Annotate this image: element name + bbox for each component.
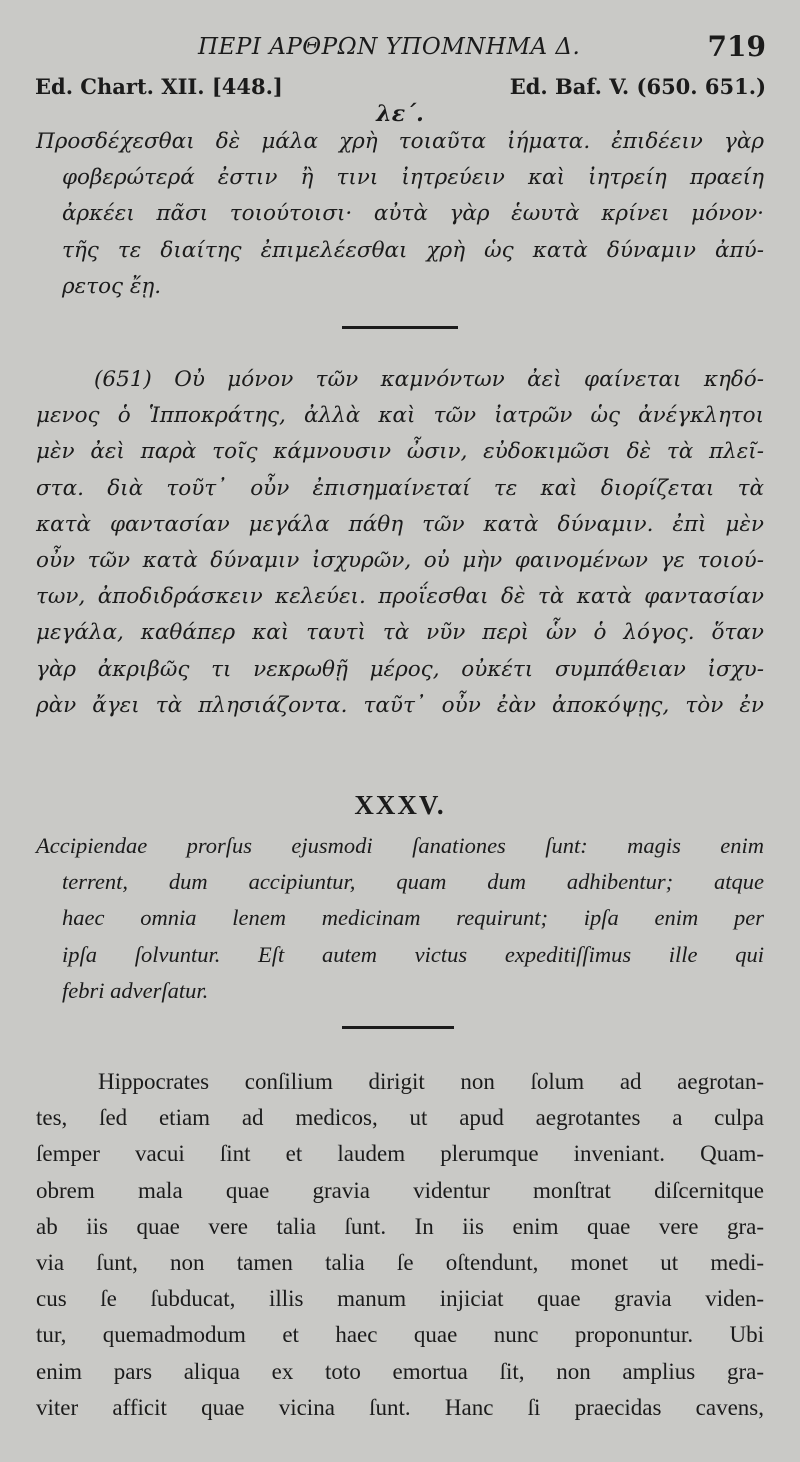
greek-lemma: [36, 124, 764, 305]
latin-lemma-line: ipſa ſolvuntur. Eſt autem victus expeditiſſimus ille qui: [62, 941, 764, 967]
latin-lemma-line: febri adverſatur.: [62, 977, 209, 1003]
latin-lemma-line: terrent, dum accipiuntur, quam dum adhibentur; atque: [62, 869, 764, 895]
latin-commentary-line: ſemper vacui ſint et laudem plerumque inveniant. Quam-: [36, 1141, 764, 1167]
latin-commentary-line: obrem mala quae gravia videntur monſtrat diſcernitque: [36, 1177, 764, 1203]
latin-commentary-line: ab iis quae vere talia ſunt. In iis enim quae vere gra-: [36, 1213, 764, 1239]
latin-lemma-line: haec omnia lenem medicinam requirunt; ipſa enim per: [62, 905, 764, 931]
latin-commentary-line: via ſunt, non tamen talia ſe oſtendunt, monet ut medi-: [36, 1250, 764, 1276]
section-divider: [342, 1026, 454, 1029]
greek-commentary-line: γὰρ ἀκριβῶς τι νεκρωθῇ μέρος, οὐκέτι συμπάθειαν ἰσχυ-: [36, 656, 764, 682]
greek-commentary-line: των, ἀποδιδράσκειν κελεύει. προΐεσθαι δὲ τὰ κατὰ φαντασίαν: [36, 584, 764, 610]
greek-commentary-line: (651) Οὐ μόνον τῶν καμνόντων ἀεὶ φαίνεται κηδό-: [94, 367, 764, 392]
greek-commentary-line: μεγάλα, καθάπερ καὶ ταυτὶ τὰ νῦν περὶ ὧν ὁ λόγος. ὅταν: [36, 620, 764, 646]
greek-commentary-line: ρὰν ἄγει τὰ πλησιάζοντα. ταῦτ᾽ οὖν ἐὰν ἀποκόψῃς, τὸν ἐν: [36, 692, 764, 718]
running-head: [0, 30, 800, 66]
greek-commentary: [36, 362, 764, 724]
running-title: ΠΕΡΙ ΑΡΘΡΩΝ ΥΠΟΜΝΗΜΑ Δ.: [198, 34, 581, 60]
latin-commentary: [36, 1064, 764, 1426]
greek-commentary-line: κατὰ φαντασίαν μεγάλα πάθη τῶν κατὰ δύναμιν. ἐπὶ μὲν: [36, 511, 764, 537]
page-number: 719: [707, 30, 766, 63]
latin-commentary-line: tur, quemadmodum et haec quae nunc proponuntur. Ubi: [36, 1322, 764, 1348]
latin-commentary-line: Hippocrates conſilium dirigit non ſolum ad aegrotan-: [98, 1069, 764, 1094]
latin-commentary-line: tes, ſed etiam ad medicos, ut apud aegrotantes a culpa: [36, 1105, 764, 1131]
edition-basel-ref: Ed. Baf. V. (650. 651.): [509, 74, 766, 99]
latin-commentary-line: enim pars aliqua ex toto emortua ſit, non amplius gra-: [36, 1358, 764, 1384]
greek-lemma-line: ἀρκέει πᾶσι τοιούτοισι· αὐτὰ γὰρ ἑωυτὰ κρίνει μόνον·: [62, 201, 764, 227]
edition-chartier-ref: Ed. Chart. XII. [448.]: [35, 74, 283, 99]
greek-lemma-line: φοβερώτερά ἐστιν ἢ τινι ἰητρεύειν καὶ ἰητρείη πραείη: [62, 165, 764, 191]
greek-lemma-line: ρετος ἔῃ.: [62, 273, 162, 299]
latin-commentary-line: viter afficit quae vicina ſunt. Hanc ſi praecidas cavens,: [36, 1394, 764, 1420]
section-number-latin: XXXV.: [354, 790, 446, 820]
section-number-greek: λε΄.: [376, 101, 424, 127]
greek-commentary-line: οὖν τῶν κατὰ δύναμιν ἰσχυρῶν, οὐ μὴν φαινομένων γε τοιού-: [36, 548, 764, 574]
greek-lemma-line: τῆς τε διαίτης ἐπιμελέεσθαι χρὴ ὡς κατὰ δύναμιν ἀπύ-: [62, 237, 764, 263]
latin-commentary-line: cus ſe ſubducat, illis manum injiciat quae gravia viden-: [36, 1286, 764, 1312]
greek-commentary-line: μὲν ἀεὶ παρὰ τοῖς κάμνουσιν ὦσιν, εὐδοκιμῶσι δὲ τὰ πλεῖ-: [36, 439, 764, 465]
latin-lemma: [36, 828, 764, 1009]
greek-lemma-line: Προσδέχεσθαι δὲ μάλα χρὴ τοιαῦτα ἰήματα. ἐπιδέειν γὰρ: [36, 129, 764, 154]
greek-commentary-line: μενος ὁ Ἱπποκράτης, ἀλλὰ καὶ τῶν ἰατρῶν ὡς ἀνέγκλητοι: [36, 403, 764, 429]
latin-lemma-line: Accipiendae prorſus ejusmodi ſanationes ſunt: magis enim: [36, 833, 764, 858]
section-divider: [342, 326, 458, 329]
greek-commentary-line: στα. διὰ τοῦτ᾽ οὖν ἐπισημαίνεταί τε καὶ διορίζεται τὰ: [36, 475, 764, 501]
